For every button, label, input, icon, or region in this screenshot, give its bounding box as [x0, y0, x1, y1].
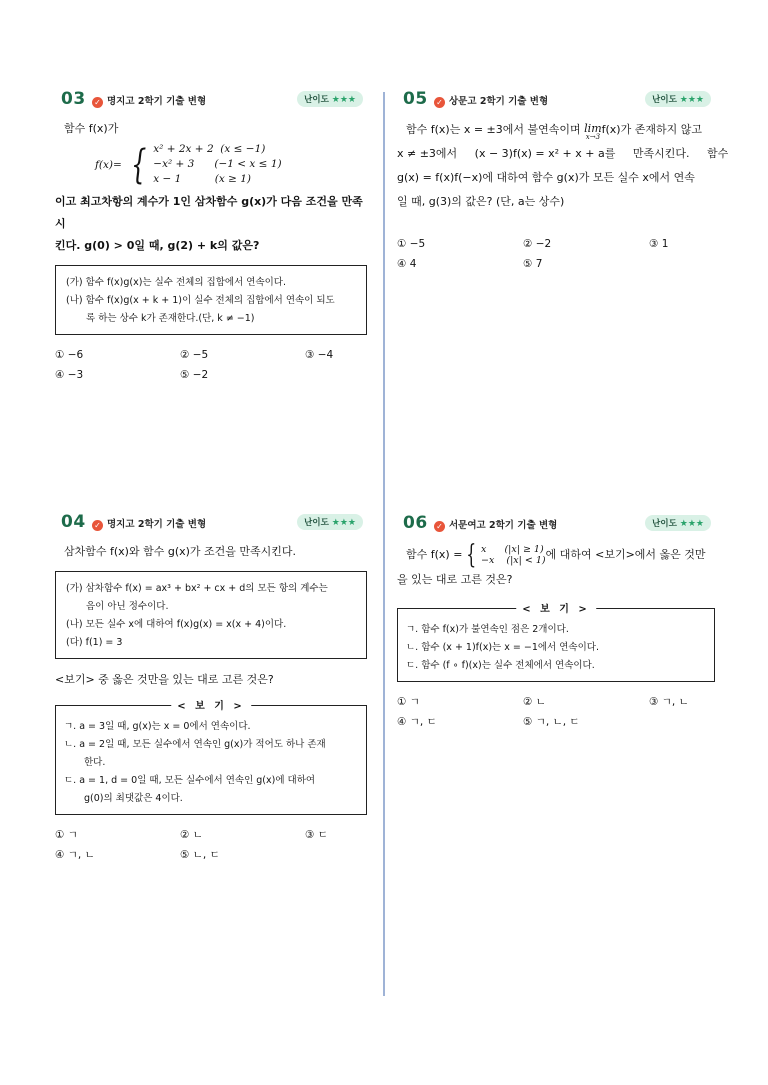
problem-body-line: g(x) = f(x)f(−x)에 대하여 함수 g(x)가 모든 실수 x에서 연속: [397, 171, 695, 184]
left-brace-icon: {: [130, 141, 147, 188]
check-icon: ✓: [92, 520, 103, 531]
choice-5[interactable]: ⑤ ㄴ, ㄷ: [180, 849, 220, 861]
problem-source: [92, 516, 206, 531]
problem-source: [92, 93, 206, 108]
case-row: −x² + 3 (−1 < x ≤ 1): [153, 158, 282, 170]
problem-body-line: [397, 542, 715, 568]
answer-choices: [55, 825, 367, 865]
problem-04: [55, 513, 367, 865]
choice-3[interactable]: ③ ㄷ: [305, 829, 328, 841]
star-icon: ★★★: [679, 95, 704, 105]
problem-intro: 함수 f(x)가: [64, 122, 119, 135]
problem-body-line: [397, 118, 715, 142]
source-text: 명지고 2학기 기출 변형: [107, 519, 207, 530]
bogi-title: < 보 기 >: [171, 698, 251, 716]
problem-header: [55, 90, 367, 110]
lim-subscript: x→3: [585, 133, 601, 141]
problem-body-line: x ≠ ±3에서 (x − 3)f(x) = x² + x + a를 만족시킨다. 함수: [397, 147, 729, 160]
choice-2[interactable]: ② −2: [523, 238, 552, 250]
condition-ga: (가) 삼차함수 f(x) = ax³ + bx² + cx + d의 모든 항의 계수는: [66, 583, 328, 594]
case-row: x (|x| ≥ 1): [480, 544, 544, 555]
condition-box: [55, 265, 367, 335]
choice-2[interactable]: ② −5: [180, 349, 209, 361]
problem-intro: 삼차함수 f(x)와 함수 g(x)가 조건을 만족시킨다.: [64, 545, 297, 558]
answer-choices: [55, 345, 367, 385]
problem-body-line: 일 때, g(3)의 값은? (단, a는 상수): [397, 195, 565, 208]
bogi-item: ㄱ. a = 3일 때, g(x)는 x = 0에서 연속이다.: [64, 721, 251, 732]
problem-text: f(x)가 존재하지 않고: [601, 123, 702, 136]
condition-ga-cont: 음이 아닌 정수이다.: [86, 601, 169, 612]
difficulty-badge: [645, 91, 711, 107]
star-icon: ★★★: [331, 518, 356, 528]
condition-na: (나) 모든 실수 x에 대하여 f(x)g(x) = x(x + 4)이다.: [66, 619, 287, 630]
piecewise-function: [481, 544, 546, 566]
bogi-item: ㄴ. a = 2일 때, 모든 실수에서 연속인 g(x)가 적어도 하나 존재: [64, 739, 326, 750]
difficulty-label: 난이도: [304, 518, 329, 528]
bogi-title: < 보 기 >: [516, 601, 596, 619]
problem-source: [434, 517, 557, 532]
problem-number: 05: [403, 89, 428, 109]
choice-5[interactable]: ⑤ ㄱ, ㄴ, ㄷ: [523, 716, 580, 728]
bogi-item-cont: 한다.: [84, 757, 106, 768]
choice-4[interactable]: ④ ㄱ, ㄴ: [55, 849, 95, 861]
function-lhs: f(x)=: [95, 158, 122, 171]
choice-1[interactable]: ① ㄱ: [55, 829, 78, 841]
difficulty-label: 난이도: [304, 95, 329, 105]
problem-text: 함수 f(x) =: [406, 548, 463, 561]
left-brace-icon: {: [466, 540, 477, 570]
bogi-item: ㄴ. 함수 (x + 1)f(x)는 x = −1에서 연속이다.: [406, 642, 599, 653]
problem-05: [397, 89, 729, 274]
bogi-item: ㄷ. 함수 (f ∘ f)(x)는 실수 전체에서 연속이다.: [406, 660, 595, 671]
problem-text: 에 대하여 <보기>에서 옳은 것만: [545, 548, 706, 561]
source-text: 명지고 2학기 기출 변형: [107, 96, 207, 107]
condition-na-cont: 록 하는 상수 k가 존재한다.(단, k ≠ −1): [86, 313, 255, 324]
choice-4[interactable]: ④ ㄱ, ㄷ: [397, 716, 437, 728]
answer-choices: [397, 692, 715, 732]
choice-1[interactable]: ① −5: [397, 238, 426, 250]
choice-4[interactable]: ④ −3: [55, 369, 84, 381]
case-row: x − 1 (x ≥ 1): [153, 173, 251, 185]
problem-header: [397, 90, 715, 110]
limit-expression: [584, 124, 601, 142]
problem-body-line: 킨다. g(0) > 0일 때, g(2) + k의 값은?: [55, 239, 260, 252]
lim-word: lim: [584, 122, 602, 135]
star-icon: ★★★: [331, 95, 356, 105]
problem-source: [434, 93, 548, 108]
problem-header: [55, 513, 367, 533]
bogi-item-cont: g(0)의 최댓값은 4이다.: [84, 793, 183, 804]
bogi-box: [397, 604, 715, 682]
source-text: 서문여고 2학기 기출 변형: [449, 520, 558, 531]
piecewise-function: [95, 142, 367, 187]
choice-3[interactable]: ③ −4: [305, 349, 334, 361]
problem-06: [397, 514, 715, 732]
bogi-box: [55, 701, 367, 815]
problem-number: 04: [61, 512, 86, 532]
problem-question: <보기> 중 옳은 것만을 있는 대로 고른 것은?: [55, 673, 274, 686]
choice-5[interactable]: ⑤ 7: [523, 258, 543, 270]
bogi-item: ㄱ. 함수 f(x)가 불연속인 점은 2개이다.: [406, 624, 569, 635]
difficulty-badge: [645, 515, 711, 531]
choice-2[interactable]: ② ㄴ: [523, 696, 546, 708]
condition-box: [55, 571, 367, 659]
condition-na: (나) 함수 f(x)g(x + k + 1)이 실수 전체의 집합에서 연속이 되도: [66, 295, 335, 306]
condition-ga: (가) 함수 f(x)g(x)는 실수 전체의 집합에서 연속이다.: [66, 277, 287, 288]
case-row: −x (|x| < 1): [480, 555, 546, 566]
problem-body-line: 이고 최고차항의 계수가 1인 삼차함수 g(x)가 다음 조건을 만족시: [55, 195, 363, 230]
choice-1[interactable]: ① −6: [55, 349, 84, 361]
source-text: 상문고 2학기 기출 변형: [449, 96, 549, 107]
choice-5[interactable]: ⑤ −2: [180, 369, 209, 381]
problem-number: 06: [403, 513, 428, 533]
check-icon: ✓: [434, 97, 445, 108]
problem-number: 03: [61, 89, 86, 109]
problem-03: [55, 90, 367, 385]
case-row: x² + 2x + 2 (x ≤ −1): [153, 143, 266, 155]
difficulty-badge: [297, 514, 363, 530]
difficulty-label: 난이도: [652, 519, 677, 529]
choice-1[interactable]: ① ㄱ: [397, 696, 420, 708]
bogi-item: ㄷ. a = 1, d = 0일 때, 모든 실수에서 연속인 g(x)에 대하여: [64, 775, 316, 786]
condition-da: (다) f(1) = 3: [66, 637, 123, 648]
choice-2[interactable]: ② ㄴ: [180, 829, 203, 841]
problem-text: 함수 f(x)는 x = ±3에서 불연속이며: [406, 123, 581, 136]
difficulty-badge: [297, 91, 363, 107]
choice-4[interactable]: ④ 4: [397, 258, 417, 270]
choice-3[interactable]: ③ 1: [649, 238, 669, 250]
column-divider: [383, 92, 385, 996]
problem-header: [397, 514, 715, 534]
check-icon: ✓: [434, 521, 445, 532]
answer-choices: [397, 234, 715, 274]
choice-3[interactable]: ③ ㄱ, ㄴ: [649, 696, 689, 708]
check-icon: ✓: [92, 97, 103, 108]
difficulty-label: 난이도: [652, 95, 677, 105]
problem-body-line: 을 있는 대로 고른 것은?: [397, 573, 513, 586]
star-icon: ★★★: [679, 519, 704, 529]
